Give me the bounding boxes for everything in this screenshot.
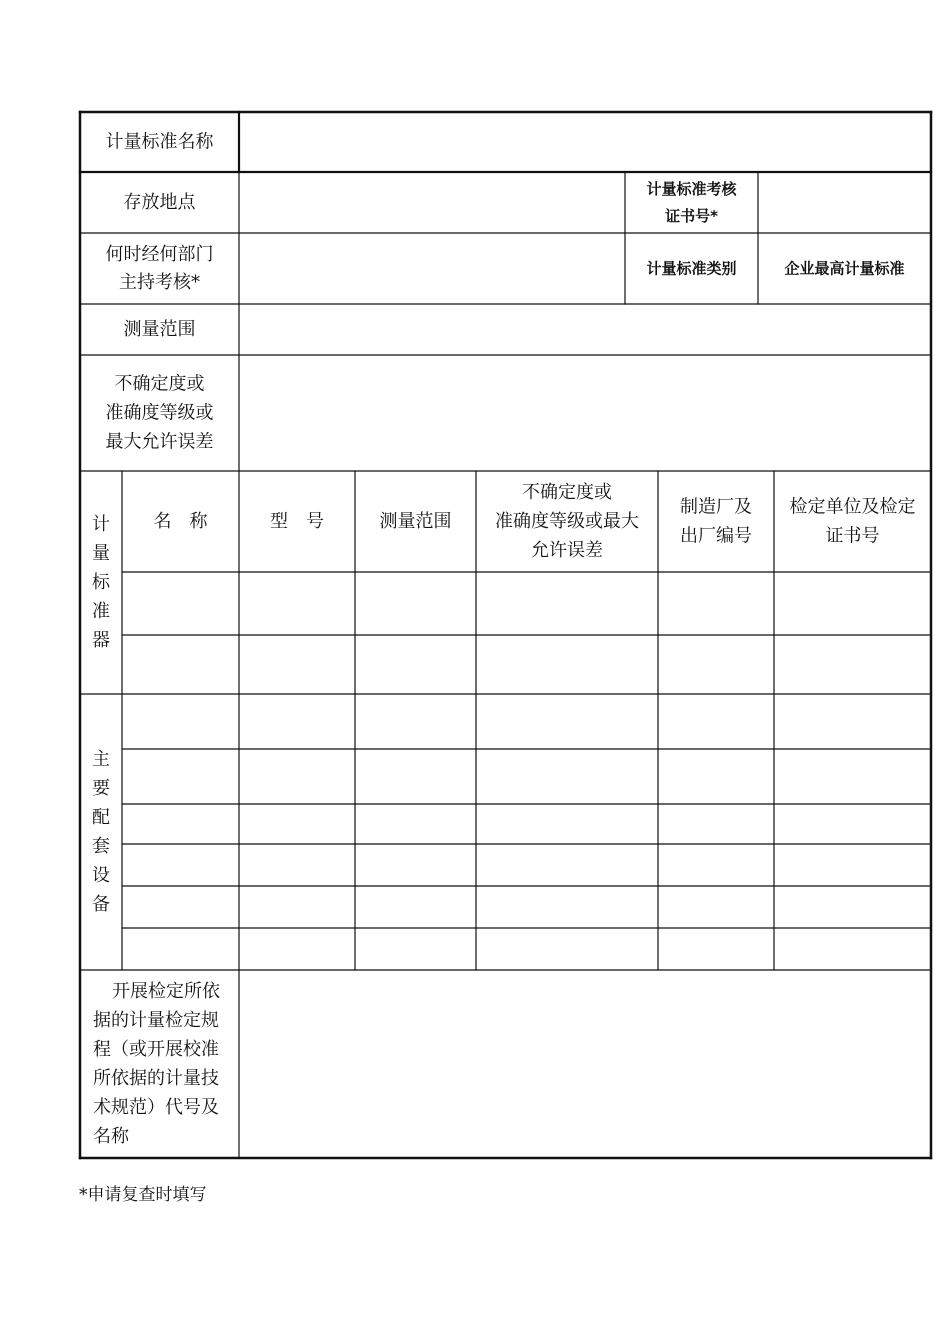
assessment-label: 主持考核*	[119, 272, 200, 293]
standard-category-value: 企业最高计量标准	[784, 259, 905, 278]
supporting-equipment-cell[interactable]	[122, 844, 239, 886]
standard-equipment-group-label: 量	[92, 543, 110, 564]
supporting-equipment-group-label: 主	[92, 749, 110, 770]
supporting-equipment-cell[interactable]	[774, 886, 931, 928]
standard-equipment-cell[interactable]	[658, 635, 774, 694]
standard-equipment-group-label: 器	[92, 630, 110, 651]
supporting-equipment-cell[interactable]	[658, 928, 774, 970]
standard-equipment-cell[interactable]	[122, 635, 239, 694]
supporting-equipment-cell[interactable]	[774, 749, 931, 804]
regulation-label: 开展检定所依	[112, 981, 220, 1002]
regulation-label: 术规范）代号及	[93, 1097, 219, 1118]
supporting-equipment-group-label: 套	[92, 836, 110, 857]
regulation-label: 据的计量检定规	[93, 1010, 219, 1031]
supporting-equipment-cell[interactable]	[239, 694, 355, 749]
standard-name-label: 计量标准名称	[105, 131, 214, 153]
supporting-equipment-group-label: 要	[92, 778, 110, 799]
column-header-manufacturer: 制造厂及	[680, 496, 752, 518]
supporting-equipment-group-label: 配	[92, 807, 110, 828]
uncertainty-label: 最大允许误差	[105, 431, 214, 453]
regulation-label: 程（或开展校准	[93, 1039, 219, 1060]
supporting-equipment-cell[interactable]	[355, 928, 476, 970]
supporting-equipment-cell[interactable]	[774, 928, 931, 970]
supporting-equipment-cell[interactable]	[658, 694, 774, 749]
standard-equipment-cell[interactable]	[239, 572, 355, 635]
regulation-field[interactable]	[239, 970, 931, 1158]
supporting-equipment-cell[interactable]	[476, 844, 658, 886]
certificate-number-label: 证书号*	[665, 207, 718, 225]
standard-equipment-group-label: 计	[92, 514, 110, 535]
supporting-equipment-cell[interactable]	[774, 804, 931, 844]
supporting-equipment-cell[interactable]	[122, 928, 239, 970]
supporting-equipment-cell[interactable]	[658, 844, 774, 886]
standard-equipment-cell[interactable]	[355, 572, 476, 635]
supporting-equipment-cell[interactable]	[122, 749, 239, 804]
supporting-equipment-cell[interactable]	[355, 844, 476, 886]
column-header-model: 型 号	[270, 511, 324, 532]
supporting-equipment-cell[interactable]	[658, 749, 774, 804]
supporting-equipment-cell[interactable]	[774, 694, 931, 749]
column-header-uncertainty: 允许误差	[531, 540, 603, 561]
uncertainty-label: 不确定度或	[114, 373, 205, 395]
supporting-equipment-cell[interactable]	[355, 694, 476, 749]
measurement-range-label: 测量范围	[123, 319, 196, 340]
supporting-equipment-cell[interactable]	[476, 804, 658, 844]
footnote: *申请复查时填写	[79, 1185, 207, 1205]
uncertainty-label: 准确度等级或	[105, 402, 214, 424]
supporting-equipment-cell[interactable]	[239, 749, 355, 804]
supporting-equipment-cell[interactable]	[476, 886, 658, 928]
standard-name-field[interactable]	[239, 112, 931, 172]
standard-equipment-cell[interactable]	[476, 572, 658, 635]
standard-equipment-cell[interactable]	[476, 635, 658, 694]
column-header-verifier: 检定单位及检定	[789, 496, 916, 518]
regulation-label: 所依据的计量技	[93, 1068, 219, 1089]
standard-equipment-cell[interactable]	[355, 635, 476, 694]
supporting-equipment-cell[interactable]	[476, 694, 658, 749]
supporting-equipment-cell[interactable]	[239, 844, 355, 886]
supporting-equipment-cell[interactable]	[122, 886, 239, 928]
location-label: 存放地点	[123, 192, 196, 213]
uncertainty-field[interactable]	[239, 355, 931, 471]
supporting-equipment-cell[interactable]	[355, 886, 476, 928]
column-header-manufacturer: 出厂编号	[680, 525, 752, 547]
supporting-equipment-cell[interactable]	[355, 804, 476, 844]
standard-equipment-group-label: 标	[92, 572, 110, 593]
column-header-verifier: 证书号	[825, 525, 880, 547]
supporting-equipment-cell[interactable]	[658, 886, 774, 928]
supporting-equipment-group-label: 备	[92, 894, 110, 915]
supporting-equipment-cell[interactable]	[239, 804, 355, 844]
supporting-equipment-cell[interactable]	[476, 928, 658, 970]
standard-equipment-cell[interactable]	[774, 635, 931, 694]
location-field[interactable]	[239, 172, 625, 233]
standard-equipment-cell[interactable]	[658, 572, 774, 635]
assessment-label: 何时经何部门	[105, 244, 214, 265]
certificate-number-label: 计量标准考核	[646, 180, 737, 198]
certificate-number-field[interactable]	[758, 172, 931, 233]
supporting-equipment-cell[interactable]	[774, 844, 931, 886]
standard-equipment-cell[interactable]	[774, 572, 931, 635]
supporting-equipment-cell[interactable]	[239, 886, 355, 928]
column-header-uncertainty: 不确定度或	[522, 482, 612, 503]
column-header-range: 测量范围	[379, 511, 452, 532]
standard-equipment-group-label: 准	[92, 601, 110, 622]
column-header-uncertainty: 准确度等级或最大	[495, 511, 639, 532]
supporting-equipment-group-label: 设	[92, 865, 110, 886]
standard-equipment-cell[interactable]	[239, 635, 355, 694]
assessment-field[interactable]	[239, 233, 625, 304]
supporting-equipment-cell[interactable]	[355, 749, 476, 804]
supporting-equipment-cell[interactable]	[239, 928, 355, 970]
supporting-equipment-cell[interactable]	[476, 749, 658, 804]
supporting-equipment-cell[interactable]	[658, 804, 774, 844]
regulation-label: 名称	[93, 1126, 129, 1147]
supporting-equipment-cell[interactable]	[122, 804, 239, 844]
standard-category-label: 计量标准类别	[646, 259, 737, 278]
standard-equipment-cell[interactable]	[122, 572, 239, 635]
supporting-equipment-cell[interactable]	[122, 694, 239, 749]
measurement-range-field[interactable]	[239, 304, 931, 355]
column-header-name: 名 称	[153, 511, 208, 532]
